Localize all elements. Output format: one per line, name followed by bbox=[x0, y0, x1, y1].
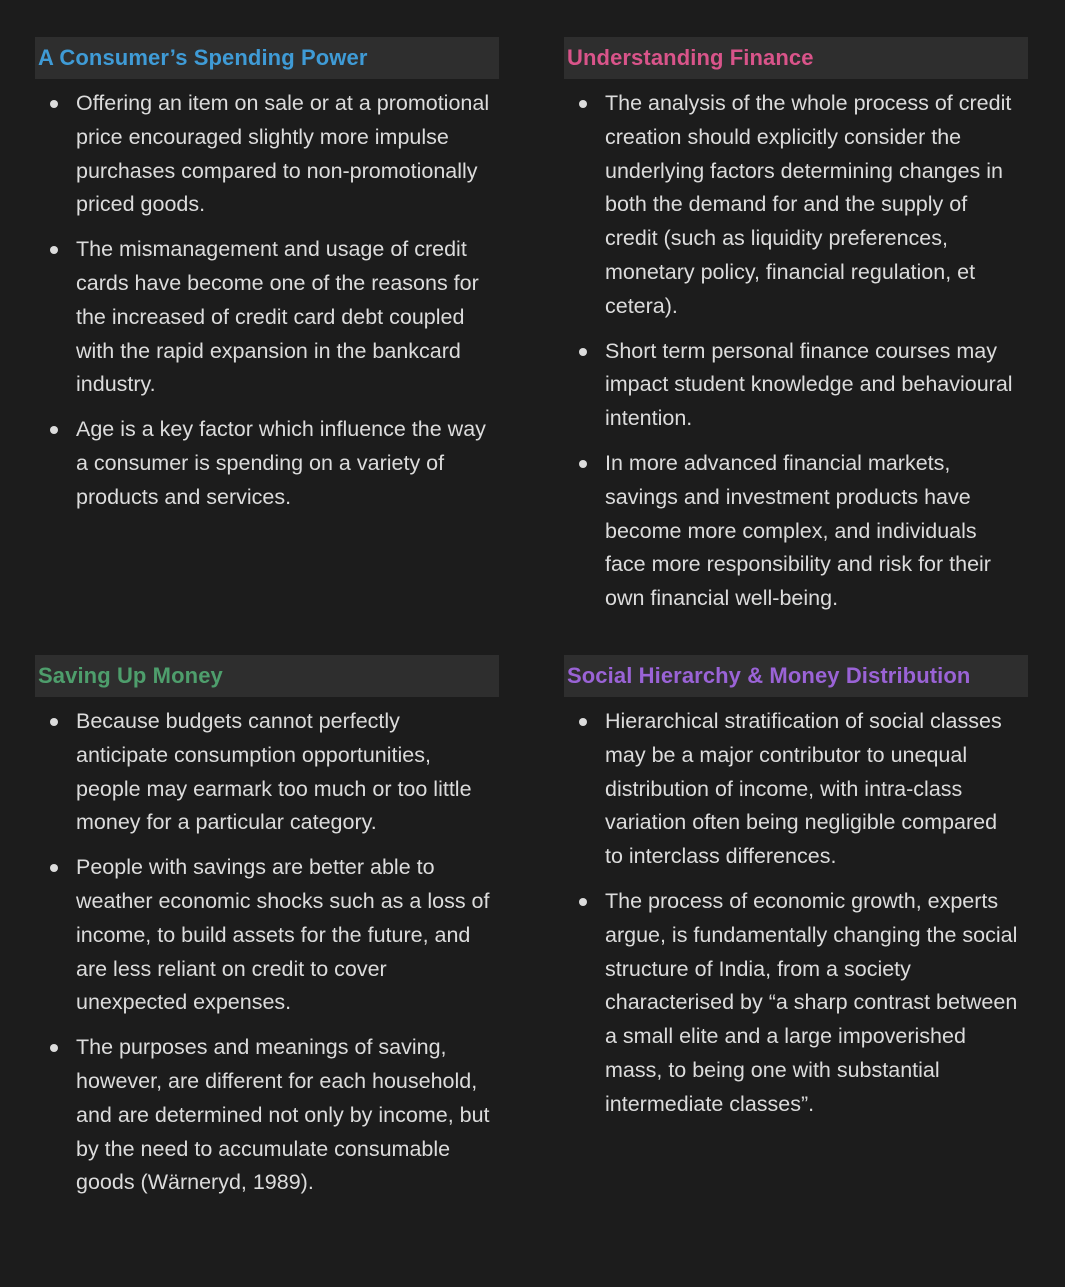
list-item bbox=[35, 1031, 499, 1200]
card-title: A Consumer’s Spending Power bbox=[38, 45, 368, 70]
card-title: Social Hierarchy & Money Distribution bbox=[567, 663, 971, 688]
list-item bbox=[564, 705, 1028, 874]
list-item-text: The mismanagement and usage of credit cards have become one of the reasons for the increased of credit card debt coupled with the rapid expansion in the bankcard industry. bbox=[76, 237, 479, 397]
list-item bbox=[35, 705, 499, 840]
bullet-icon bbox=[50, 864, 58, 872]
list-item-text: Because budgets cannot perfectly anticipate consumption opportunities, people may earmark too much or too little money for a particular category. bbox=[76, 709, 472, 835]
list-item bbox=[35, 87, 499, 222]
card-header bbox=[35, 655, 499, 697]
list-item-text: Hierarchical stratification of social classes may be a major contributor to unequal distribution of income, with intra-class variation often being negligible compared to interclass differences. bbox=[605, 709, 1002, 869]
bullet-list bbox=[35, 87, 499, 515]
list-item-text: Age is a key factor which influence the way a consumer is spending on a variety of products and services. bbox=[76, 417, 486, 509]
list-item bbox=[564, 447, 1028, 616]
list-item-text: The purposes and meanings of saving, however, are different for each household, and are determined not only by income, but by the need to accumulate consumable goods (Wärneryd, 1989). bbox=[76, 1035, 490, 1195]
list-item bbox=[35, 233, 499, 402]
bullet-icon bbox=[50, 246, 58, 254]
bullet-icon bbox=[579, 100, 587, 108]
list-item bbox=[564, 335, 1028, 436]
card-understanding-finance bbox=[564, 37, 1028, 627]
list-item-text: The analysis of the whole process of credit creation should explicitly consider the underlying factors determining changes in both the demand for and the supply of credit (such as liquidity preferences, monetary policy, financial regulation, et cetera). bbox=[605, 91, 1012, 318]
bullet-icon bbox=[579, 718, 587, 726]
bullet-icon bbox=[50, 426, 58, 434]
list-item-text: People with savings are better able to weather economic shocks such as a loss of income, to build assets for the future, and are less reliant on credit to cover unexpected expenses. bbox=[76, 855, 490, 1015]
bullet-list bbox=[564, 87, 1028, 616]
list-item bbox=[35, 413, 499, 514]
bullet-icon bbox=[579, 460, 587, 468]
card-header bbox=[564, 37, 1028, 79]
card-consumer-spending-power bbox=[35, 37, 499, 526]
card-header bbox=[564, 655, 1028, 697]
list-item-text: The process of economic growth, experts argue, is fundamentally changing the social structure of India, from a society characterised by “a sharp contrast between a small elite and a large impoverished mass, to being one with substantial intermediate classes”. bbox=[605, 888, 1018, 1116]
bullet-icon bbox=[50, 100, 58, 108]
list-item bbox=[564, 87, 1028, 324]
bullet-icon bbox=[579, 898, 587, 906]
list-item-text: Short term personal finance courses may impact student knowledge and behavioural intention. bbox=[605, 338, 1013, 431]
card-title: Saving Up Money bbox=[38, 663, 223, 688]
list-item bbox=[564, 885, 1028, 1122]
bullet-icon bbox=[579, 348, 587, 356]
card-title: Understanding Finance bbox=[567, 45, 814, 70]
bullet-icon bbox=[50, 1044, 58, 1052]
bullet-list bbox=[35, 705, 499, 1200]
card-saving-up-money bbox=[35, 655, 499, 1211]
card-header bbox=[35, 37, 499, 79]
bullet-list bbox=[564, 705, 1028, 1122]
list-item-text: Offering an item on sale or at a promotional price encouraged slightly more impulse purchases compared to non-promotionally priced goods. bbox=[76, 91, 490, 217]
list-item bbox=[35, 851, 499, 1020]
card-social-hierarchy bbox=[564, 655, 1028, 1133]
bullet-icon bbox=[50, 718, 58, 726]
list-item-text: In more advanced financial markets, savings and investment products have become more complex, and individuals face more responsibility and risk for their own financial well-being. bbox=[605, 450, 991, 611]
